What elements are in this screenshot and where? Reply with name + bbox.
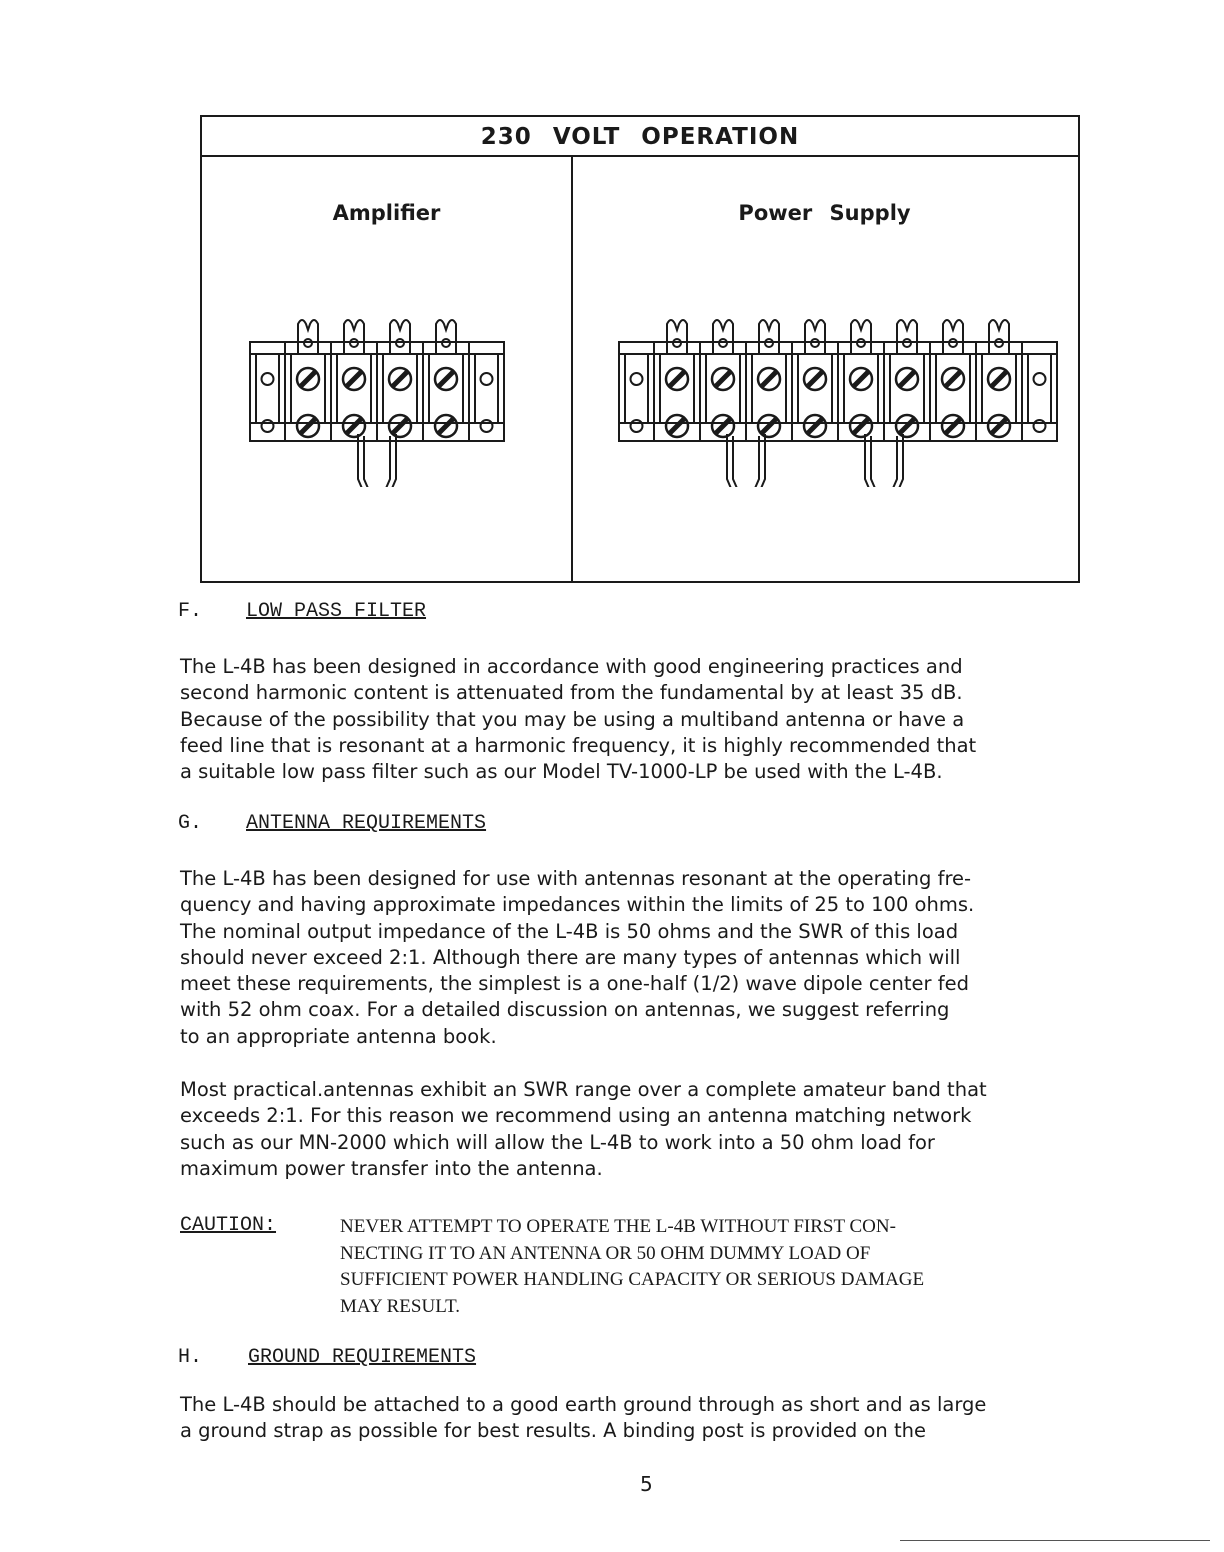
section-title: LOW PASS FILTER [246,600,427,623]
screw-slot [670,372,684,386]
section-h-paragraph [180,1392,1110,1445]
text-line: The L-4B has been designed for use with antennas resonant at the operating fre- [180,867,972,890]
screw-slot [946,372,960,386]
screw-slot [347,372,361,386]
screw-slot [670,419,684,433]
terminal-cell [798,354,832,423]
screw-slot [900,419,914,433]
section-title: ANTENNA REQUIREMENTS [246,812,487,835]
screw-slot [992,372,1006,386]
text-line: such as our MN-2000 which will allow the L-4B to work into a 50 ohm load for [180,1130,935,1154]
text-line: quency and having approximate impedances within the limits of 25 to 100 ohms. [180,893,975,917]
figure-title: 230 VOLT OPERATION [202,117,1078,157]
text-line: with 52 ohm coax. For a detailed discussion on antennas, we suggest referring [180,998,950,1022]
screw-slot [393,419,407,433]
caution-label: CAUTION: [180,1214,277,1237]
power-supply-terminal-strip [571,267,1078,487]
text-line: The L-4B should be attached to a good earth ground through as short and as large [180,1393,987,1416]
mounting-hole [631,420,643,432]
screw-slot [946,419,960,433]
jumper-wire [733,436,759,487]
terminal-cell [982,354,1016,423]
section-letter: H. [178,1346,203,1369]
section-letter: F. [178,600,203,623]
amplifier-terminal-strip [202,267,569,487]
text-line: exceeds 2:1. For this reason we recommend using an antenna matching network [180,1104,972,1128]
caution-text [340,1214,924,1320]
screw-slot [808,419,822,433]
mounting-hole [481,373,493,385]
screw-slot [439,372,453,386]
text-line: second harmonic content is attenuated from the fundamental by at least 35 dB. [180,681,963,705]
terminal-cell [752,354,786,423]
screw-slot [808,372,822,386]
screw-slot [393,372,407,386]
amplifier-panel [202,157,573,581]
power-supply-title: Power Supply [738,201,911,225]
spade-lug [713,320,733,354]
mounting-hole [631,373,643,385]
spade-lug [851,320,871,354]
terminal-cell [383,354,417,423]
terminal-block [250,320,504,487]
section-f-heading [178,600,578,626]
screw-slot [301,419,315,433]
spade-lug [436,320,456,354]
terminal-cell [936,354,970,423]
terminal-cell [844,354,878,423]
terminal-cell [660,354,694,423]
text-line: The L-4B has been designed in accordance with good engineering practices and [180,655,963,678]
section-title: GROUND REQUIREMENTS [248,1346,477,1369]
terminal-block [619,320,1057,487]
spade-lug [897,320,917,354]
text-line: NECTING IT TO AN ANTENNA OR 50 OHM DUMMY LOAD OF [340,1242,871,1264]
screw-slot [439,419,453,433]
screw-slot [900,372,914,386]
mounting-hole [481,420,493,432]
text-line: to an appropriate antenna book. [180,1024,497,1048]
spade-lug [344,320,364,354]
jumper-wire [364,436,390,487]
screw-slot [716,372,730,386]
text-line: a suitable low pass filter such as our Model TV-1000-LP be used with the L-4B. [180,760,943,784]
screw-slot [854,419,868,433]
text-line: NEVER ATTEMPT TO OPERATE THE L-4B WITHOUT FIRST CON- [340,1216,896,1237]
terminal-cell [890,354,924,423]
text-line: meet these requirements, the simplest is a one-half (1/2) wave dipole center fed [180,972,969,996]
end-tab [256,354,279,423]
end-tab [1028,354,1051,423]
text-line: a ground strap as possible for best results. A binding post is provided on the [180,1419,926,1443]
screw-slot [992,419,1006,433]
screw-slot [762,419,776,433]
spade-lug [943,320,963,354]
text-line: should never exceed 2:1. Although there are many types of antennas which will [180,945,961,969]
spade-lug [989,320,1009,354]
text-line: MAY RESULT. [340,1295,461,1317]
mounting-hole [262,373,274,385]
spade-lug [390,320,410,354]
terminal-cell [291,354,325,423]
section-letter: G. [178,812,203,835]
text-line: maximum power transfer into the antenna. [180,1156,603,1180]
screw-slot [347,419,361,433]
terminal-cell [337,354,371,423]
spade-lug [759,320,779,354]
end-tab [625,354,648,423]
footer-rule [900,1540,1210,1541]
power-supply-panel [571,157,1078,581]
wiring-figure [200,115,1080,583]
section-g-paragraph-2 [180,1077,1110,1182]
end-tab [475,354,498,423]
screw-slot [301,372,315,386]
text-line: SUFFICIENT POWER HANDLING CAPACITY OR SERIOUS DAMAGE [340,1269,925,1290]
screw-slot [854,372,868,386]
section-g-paragraph-1 [180,866,1110,1050]
screw-slot [716,419,730,433]
section-h-heading [178,1346,578,1372]
spade-lug [298,320,318,354]
terminal-cell [429,354,463,423]
text-line: The nominal output impedance of the L-4B is 50 ohms and the SWR of this load [180,919,959,943]
spade-lug [805,320,825,354]
text-line: Most practical.antennas exhibit an SWR range over a complete amateur band that [180,1078,987,1101]
section-g-heading [178,812,578,838]
mounting-hole [1034,420,1046,432]
section-f-paragraph [180,654,1110,785]
screw-slot [762,372,776,386]
jumper-wire [871,436,897,487]
terminal-cell [706,354,740,423]
mounting-hole [262,420,274,432]
mounting-hole [1034,373,1046,385]
spade-lug [667,320,687,354]
text-line: feed line that is resonant at a harmonic frequency, it is highly recommended that [180,733,977,757]
page-number: 5 [640,1472,653,1496]
amplifier-title: Amplifier [332,201,441,225]
text-line: Because of the possibility that you may be using a multiband antenna or have a [180,707,965,731]
